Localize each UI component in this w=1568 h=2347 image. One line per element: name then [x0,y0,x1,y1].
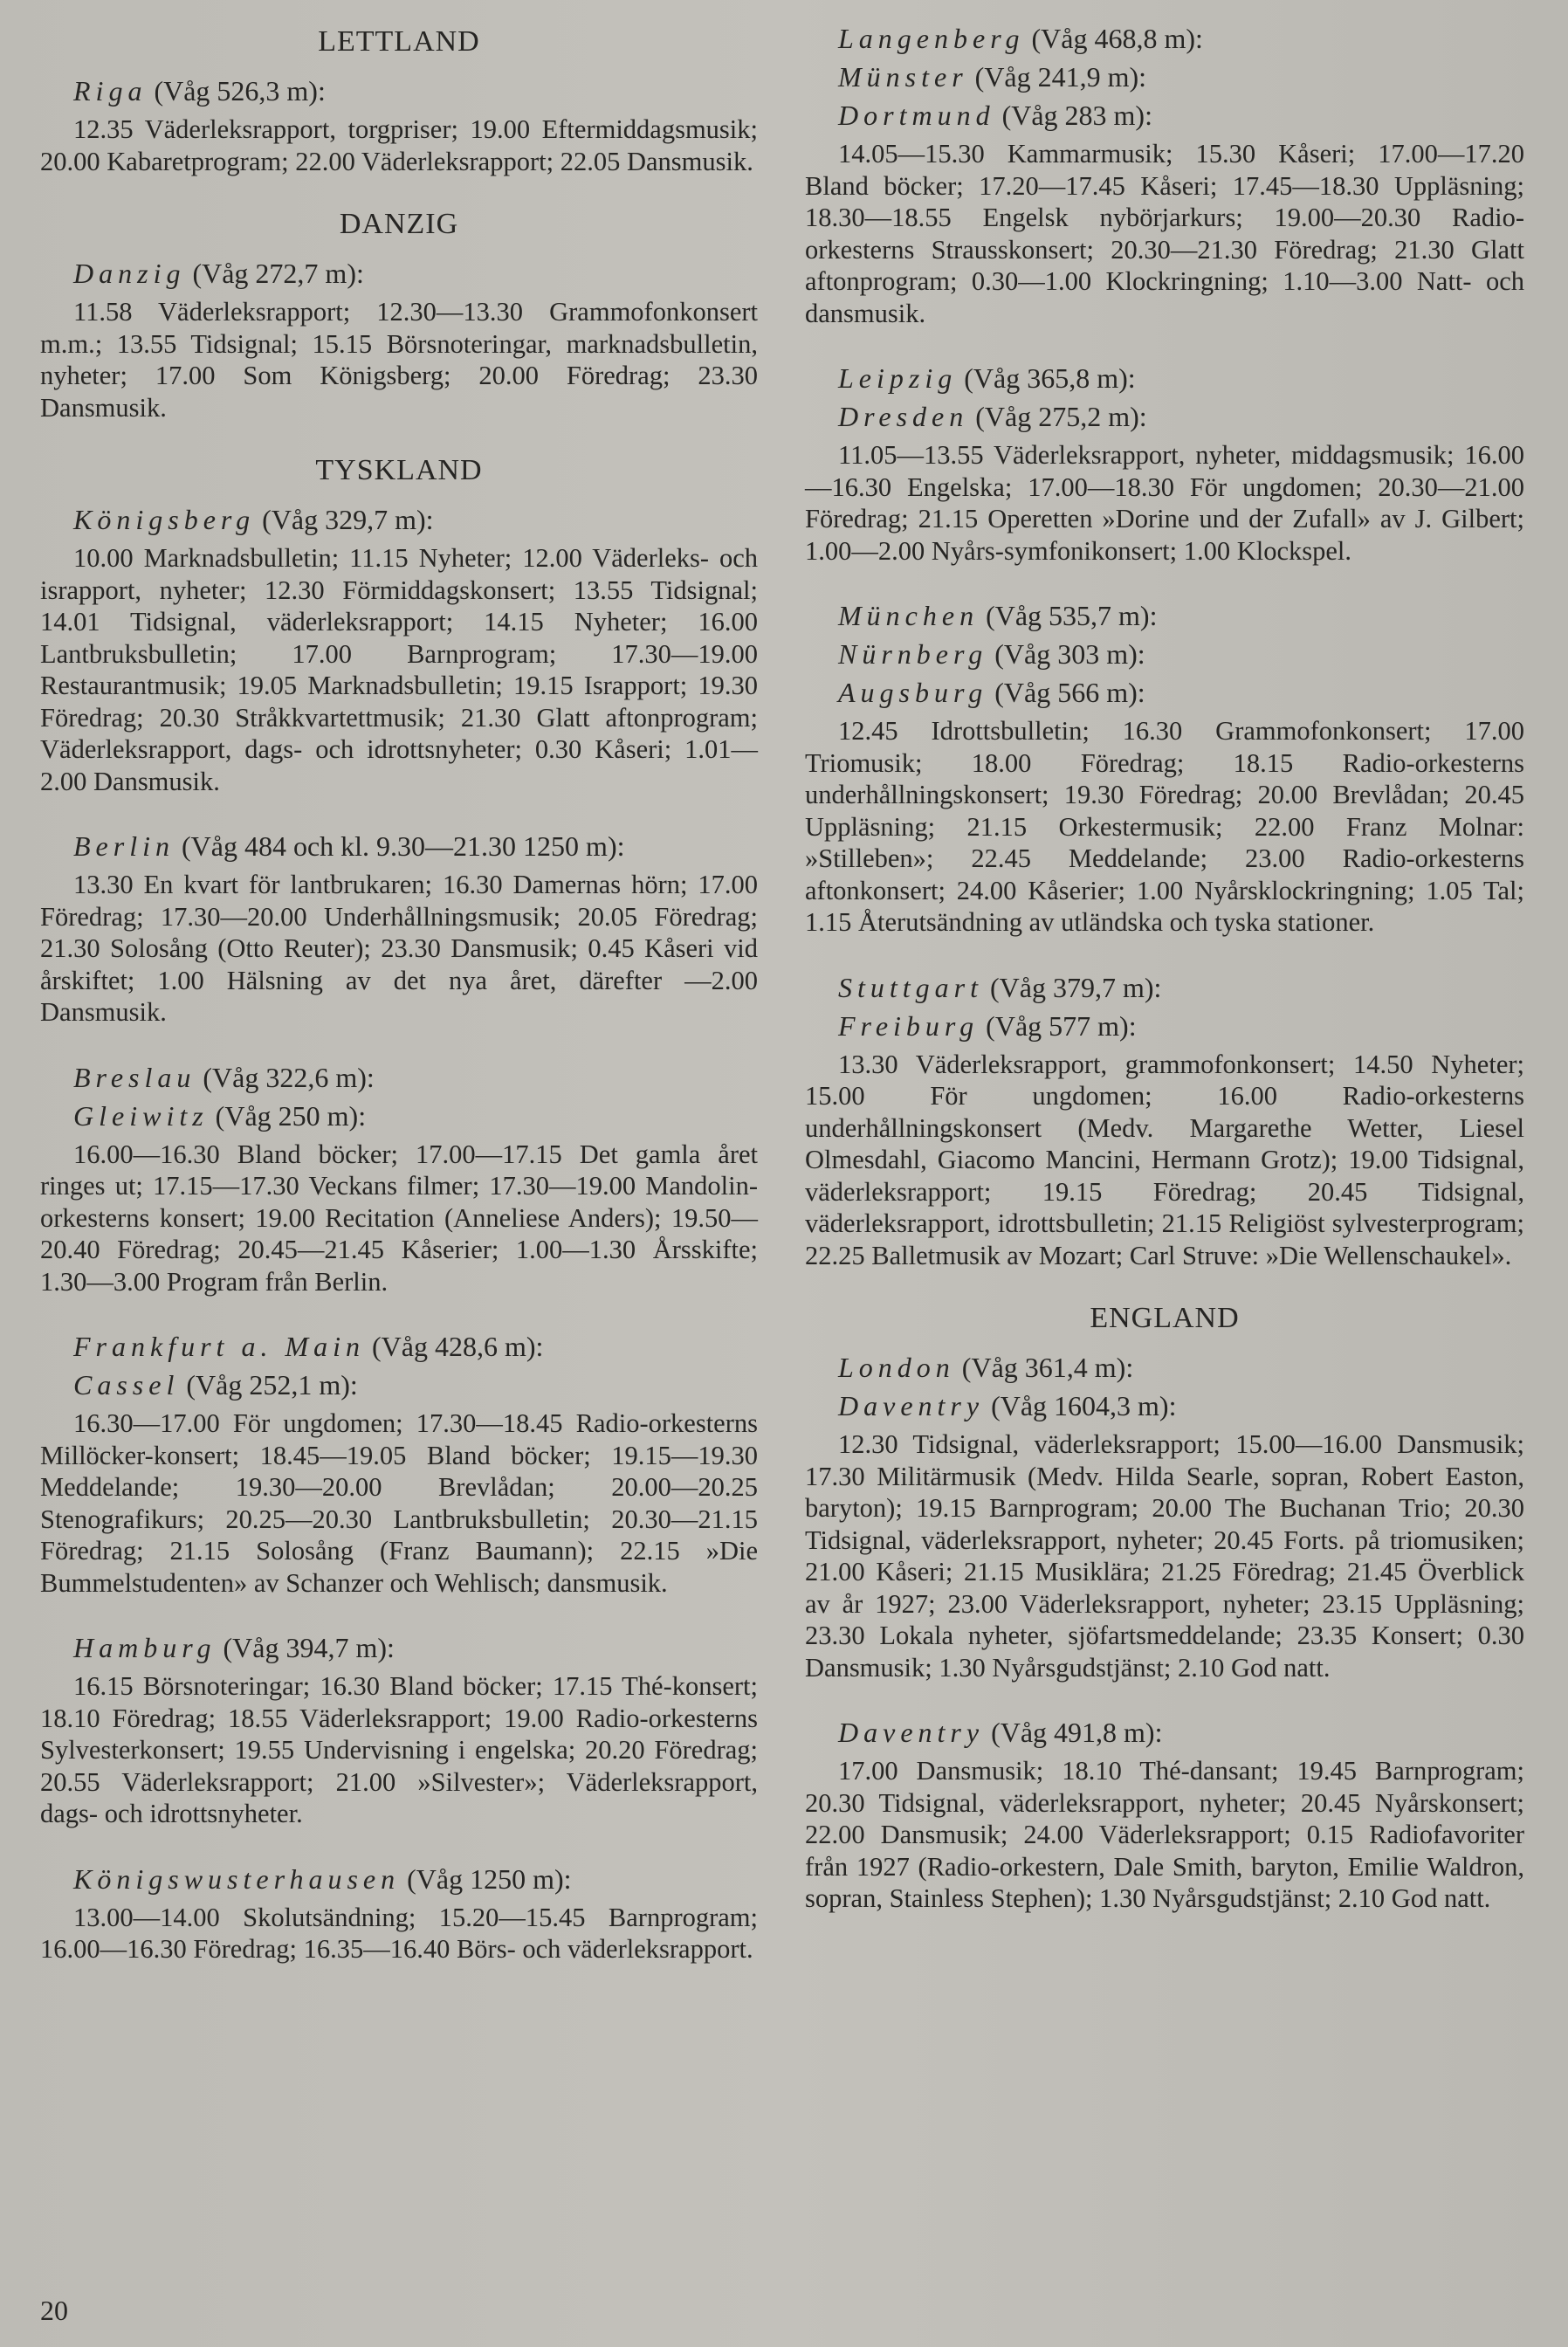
station-name: Cassel [73,1369,180,1401]
station-wavelength: (Våg 526,3 m): [154,75,326,107]
station-heading-nurnberg [805,635,1524,673]
station-name: Berlin [73,830,175,862]
station-wavelength: (Våg 428,6 m): [371,1331,544,1362]
program-listing: 12.45 Idrottsbulletin; 16.30 Grammofonkonsert; 17.00 Triomusik; 18.00 Föredrag; 18.15 Radio-orkesterns underhållningskonsert; 19.30 Föredrag; 20.00 Brevlådan; 20.45 Uppläsning; 21.15 Orkestermusik; 22.00 Franz Molnar: »Stilleben»; 22.45 Meddelande; 23.00 Radio-orkesterns aftonkonsert; 24.00 Kåserier; 1.00 Nyårsklockringning; 1.05 Tal; 1.15 Återutsändning av utländska och tyska stationer. [805,716,1524,937]
program-listing: 10.00 Marknadsbulletin; 11.15 Nyheter; 12.00 Väderleks- och israpport, nyheter; 12.30 Förmiddagskonsert; 13.55 Tidsignal; 14.01 Tidsignal, väderleksrapport; 14.15 Nyheter; 16.00 Lantbruksbulletin; 17.00 Barnprogram; 17.30—19.00 Restaurantmusik; 19.05 Marknadsbulletin; 19.15 Israpport; 19.30 Föredrag; 20.30 Stråkkvartettmusik; 21.30 Glatt aftonprogram; Väderleksrapport, dags- och idrottsnyheter; 0.30 Kåseri; 1.01—2.00 Dansmusik. [40,543,758,796]
station-wavelength: (Våg 566 m): [994,677,1145,708]
station-heading-leipzig [805,359,1524,397]
station-name: Münster [838,61,968,93]
station-name: Gleiwitz [73,1099,209,1132]
station-name: Dresden [838,401,969,432]
station-name: Frankfurt a. Main [73,1331,365,1362]
station-wavelength: (Våg 275,2 m): [975,401,1147,432]
station-heading-cassel [40,1366,758,1404]
right-column [805,19,1524,1944]
station-wavelength: (Våg 303 m): [994,638,1145,670]
program-listing: 16.15 Börsnoteringar; 16.30 Bland böcker; 17.15 Thé-konsert; 18.10 Föredrag; 18.55 Väderleksrapport; 19.00 Radio-orkesterns Sylvesterkonsert; 19.55 Undervisning i engelska; 20.20 Föredrag; 20.55 Väderleksrapport; 21.00 »Silvester»; Väderleksrapport, dags- och idrottsnyheter. [40,1671,758,1828]
station-wavelength: (Våg 272,7 m): [192,258,364,289]
station-name: Augsburg [838,677,988,708]
station-wavelength: (Våg 365,8 m): [964,362,1136,394]
station-name: Daventry [838,1390,985,1421]
station-wavelength: (Våg 252,1 m): [186,1369,358,1401]
station-heading-riga [40,72,758,110]
country-heading-lettland: LETTLAND [318,25,480,58]
station-heading-london [805,1348,1524,1387]
station-heading-danzig [40,254,758,293]
station-name: Leipzig [838,362,958,394]
station-wavelength: (Våg 250 m): [215,1099,367,1132]
program-listing: 14.05—15.30 Kammarmusik; 15.30 Kåseri; 17.00—17.20 Bland böcker; 17.20—17.45 Kåseri; 17.45—18.30 Uppläsning; 18.30—18.55 Engelsk nybörjarkurs; 19.00—20.30 Radio-orkesterns Strausskonsert; 20.30—21.30 Föredrag; 21.30 Glatt aftonprogram; 0.30—1.00 Klockringning; 1.10—3.00 Natt- och dansmusik. [805,139,1524,328]
program-listing: 12.35 Väderleksrapport, torgpriser; 19.00 Eftermiddagsmusik; 20.00 Kabaretprogram; 22.00 Väderleksrapport; 22.05 Dansmusik. [40,114,758,176]
country-heading-danzig: DANZIG [339,208,459,240]
station-name: Freiburg [838,1009,980,1042]
station-name: Danzig [73,258,186,289]
station-heading-berlin [40,827,758,865]
station-wavelength: (Våg 329,7 m): [262,504,434,535]
station-name: Riga [73,75,148,107]
station-wavelength: (Våg 1604,3 m): [991,1390,1177,1421]
program-listing: 11.58 Väderleksrapport; 12.30—13.30 Grammofonkonsert m.m.; 13.55 Tidsignal; 15.15 Börsnoteringar, marknadsbulletin, nyheter; 17.00 Som Königsberg; 20.00 Föredrag; 23.30 Dansmusik. [40,297,758,423]
program-listing: 16.00—16.30 Bland böcker; 17.00—17.15 Det gamla året ringes ut; 17.15—17.30 Veckans filmer; 17.30—19.00 Mandolin-orkesterns konsert; 19.00 Recitation (Anneliese Anders); 19.50—20.40 Föredrag; 20.45—21.45 Kåserier; 1.00—1.30 Årsskifte; 1.30—3.00 Program från Berlin. [40,1139,758,1297]
station-name: Breslau [73,1061,196,1093]
page-number: 20 [40,2295,68,2326]
station-heading-konigswusterhausen [40,1860,758,1898]
station-heading-munster [805,58,1524,96]
program-listing: 13.30 Väderleksrapport, grammofonkonsert; 14.50 Nyheter; 15.00 För ungdomen; 16.00 Radio-orkesterns underhållningskonsert (Medv. Margarethe Wetter, Liesel Olmesdahl, Giacomo Mancini, Hermann Grotz); 19.00 Tidsignal, väderleksrapport; 19.15 Föredrag; 20.45 Tidsignal, väderleksrapport, idrottsbulletin; 21.15 Religiöst sylvesterprogram; 22.25 Balletmusik av Mozart; Carl Struve: »Die Wellenschaukel». [805,1049,1524,1270]
station-name: Dortmund [838,100,995,131]
program-listing: 13.00—14.00 Skolutsändning; 15.20—15.45 Barnprogram; 16.00—16.30 Föredrag; 16.35—16.40 Börs- och väderleksrapport. [40,1902,758,1964]
station-heading-freiburg [805,1007,1524,1045]
program-listing: 12.30 Tidsignal, väderleksrapport; 15.00—16.00 Dansmusik; 17.30 Militärmusik (Medv. Hilda Searle, sopran, Robert Easton, baryton); 19.15 Barnprogram; 20.00 The Buchanan Trio; 20.30 Tidsignal, väderleksrapport, nyheter; 20.45 Forts. på triomusiken; 21.00 Kåseri; 21.15 Musiklära; 21.25 Föredrag; 21.45 Överblick av år 1927; 23.00 Väderleksrapport, nyheter; 23.15 Uppläsning; 23.30 Lokala nyheter, sjöfartsmeddelande; 23.35 Konsert; 0.30 Dansmusik; 1.30 Nyårsgudstjänst; 2.10 God natt. [805,1429,1524,1683]
station-wavelength: (Våg 283 m): [1001,100,1152,131]
station-wavelength: (Våg 484 och kl. 9.30—21.30 1250 m): [181,830,625,862]
station-wavelength: (Våg 394,7 m): [223,1632,395,1663]
station-heading-konigsberg [40,500,758,539]
station-name: Stuttgart [838,971,984,1003]
station-heading-breslau [40,1058,758,1097]
station-wavelength: (Våg 361,4 m): [961,1352,1134,1383]
station-name: Nürnberg [838,638,988,670]
station-name: Königsberg [73,504,256,535]
station-heading-dresden [805,397,1524,436]
program-listing: 13.30 En kvart för lantbrukaren; 16.30 Damernas hörn; 17.00 Föredrag; 17.30—20.00 Underhållningsmusik; 20.05 Föredrag; 21.30 Solosång (Otto Reuter); 23.30 Dansmusik; 0.45 Kåseri vid årskiftet; 1.00 Hälsning av det nya året, därefter —2.00 Dansmusik. [40,870,758,1027]
station-heading-langenberg [805,19,1524,58]
station-name: München [838,600,980,631]
country-heading-tyskland: TYSKLAND [315,454,483,486]
station-name: Königswusterhausen [73,1862,401,1895]
program-listing: 17.00 Dansmusik; 18.10 Thé-dansant; 19.45 Barnprogram; 20.30 Tidsignal, väderleksrapport, nyheter; 20.45 Nyårskonsert; 22.00 Dansmusik; 24.00 Väderleksrapport; 0.15 Radiofavoriter från 1927 (Radio-orkestern, Dale Smith, baryton, Emilie Waldron, sopran, Stainless Stephen); 1.30 Nyårsgudstjänst; 2.10 God natt. [805,1756,1524,1913]
station-name: Daventry [838,1717,985,1748]
station-wavelength: (Våg 468,8 m): [1031,23,1203,54]
program-listing: 16.30—17.00 För ungdomen; 17.30—18.45 Radio-orkesterns Millöcker-konsert; 18.45—19.05 Bland böcker; 19.15—19.30 Meddelande; 19.30—20.00 Brevlådan; 20.00—20.25 Stenografikurs; 20.25—20.30 Lantbruksbulletin; 20.30—21.15 Föredrag; 21.15 Solosång (Franz Baumann); 22.15 »Die Bummelstudenten» av Schanzer och Wehlisch; dansmusik. [40,1408,758,1598]
station-heading-hamburg [40,1628,758,1667]
station-wavelength: (Våg 491,8 m): [991,1717,1163,1748]
station-wavelength: (Våg 241,9 m): [974,61,1147,93]
station-heading-munchen [805,596,1524,635]
station-name: London [838,1352,955,1383]
station-heading-stuttgart [805,968,1524,1007]
station-heading-gleiwitz [40,1097,758,1135]
program-listing: 11.05—13.55 Väderleksrapport, nyheter, middagsmusik; 16.00—16.30 Engelska; 17.00—18.30 För ungdomen; 20.30—21.00 Föredrag; 21.15 Operetten »Dorine und der Zufall» av J. Gilbert; 1.00—2.00 Nyårs-symfonikonsert; 1.00 Klockspel. [805,440,1524,566]
station-heading-daventry [805,1713,1524,1752]
station-wavelength: (Våg 1250 m): [407,1862,572,1895]
station-heading-augsburg [805,673,1524,712]
station-name: Hamburg [73,1632,217,1663]
station-heading-frankfurt-a-main [40,1327,758,1366]
station-wavelength: (Våg 577 m): [986,1009,1137,1042]
station-wavelength: (Våg 322,6 m): [203,1061,375,1093]
left-column [40,19,758,1995]
station-wavelength: (Våg 379,7 m): [990,971,1162,1003]
station-heading-dortmund [805,96,1524,134]
station-wavelength: (Våg 535,7 m): [986,600,1158,631]
station-name: Langenberg [838,23,1025,54]
country-heading-england: ENGLAND [1090,1302,1240,1334]
station-heading-daventry [805,1387,1524,1425]
